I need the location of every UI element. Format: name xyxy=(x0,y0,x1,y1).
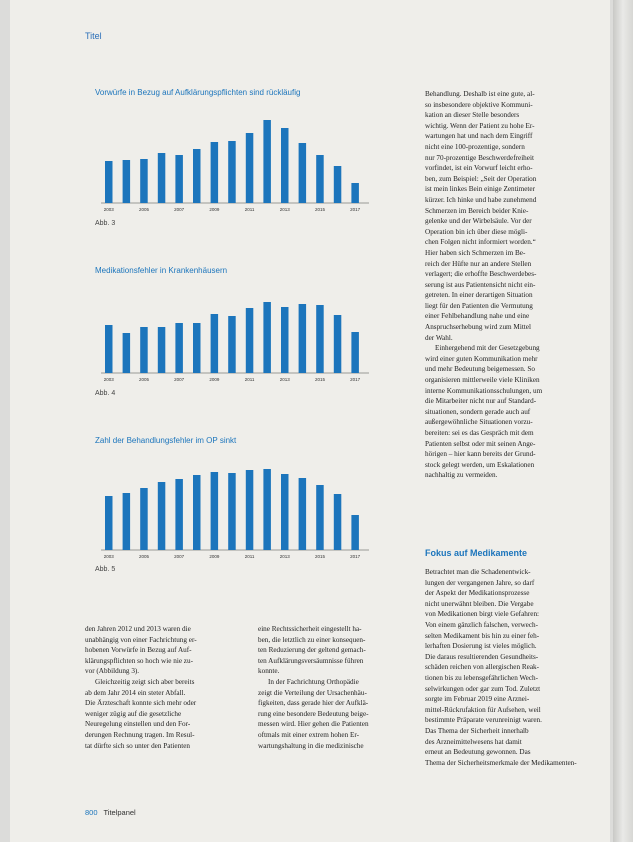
tick-label: 2009 xyxy=(209,207,220,212)
text-line: einer Fehlbehandlung nahe und eine xyxy=(425,312,530,321)
text-line: nachhaltig zu vermeiden. xyxy=(425,471,498,480)
text-line: nicht unerwähnt bleiben. Die Vergabe xyxy=(425,599,534,608)
bar-2009 xyxy=(211,472,219,550)
tick-label: 2011 xyxy=(244,207,255,212)
bar-2003 xyxy=(105,325,113,373)
bar-2015 xyxy=(316,155,324,203)
text-line: nur 70-prozentige Beschwerdefreiheit xyxy=(425,153,534,162)
text-line: stock gelegt werden, um Eskalationen xyxy=(425,460,535,469)
chart-3-caption: Abb. 5 xyxy=(95,566,116,573)
text-line: messen wird. Hier gehen die Patienten xyxy=(258,720,369,729)
text-line: weniger zügig auf die gesetzliche xyxy=(85,709,182,718)
bar-2012 xyxy=(263,469,271,550)
text-line: konnte. xyxy=(258,667,280,676)
text-line: unabhängig von einer Fachrichtung er- xyxy=(85,635,197,644)
bar-2014 xyxy=(299,478,307,550)
bar-2011 xyxy=(246,470,254,550)
chart-1 xyxy=(95,100,375,235)
text-line: wichtig. Wenn der Patient zu hohe Er- xyxy=(425,121,535,130)
text-line: die Mitarbeiter nicht nur auf Standard- xyxy=(425,397,537,406)
text-line: kation an dieser Stelle besonders xyxy=(425,111,520,120)
tick-label: 2005 xyxy=(138,207,149,212)
text-line: kürzer. Ich hinke und habe zunehmend xyxy=(425,195,537,204)
tick-label: 2013 xyxy=(279,207,290,212)
bar-2006 xyxy=(158,327,166,373)
bar-2016 xyxy=(334,494,342,550)
bar-2003 xyxy=(105,496,113,550)
tick-label: 2009 xyxy=(209,554,220,559)
bar-2010 xyxy=(228,316,236,373)
text-line: reich der Hüfte nur an andere Stellen xyxy=(425,259,532,268)
text-line: erneut an Bedeutung gewonnen. Das xyxy=(425,748,531,757)
text-line: wartungshaltung in die medizinische xyxy=(258,741,364,750)
bar-2010 xyxy=(228,141,236,203)
bar-2006 xyxy=(158,153,166,203)
bar-2011 xyxy=(246,133,254,203)
text-line: tat dürfte sich so unter den Patienten xyxy=(85,741,190,750)
text-line: hobenen Vorwürfe in Bezug auf Auf- xyxy=(85,646,192,655)
tick-label: 2007 xyxy=(174,207,185,212)
text-line: lungen der vergangenen Jahre, so darf xyxy=(425,578,535,587)
text-line: verlagert; die erhoffte Beschwerdebes- xyxy=(425,270,537,279)
text-line: von Medikationen birgt viele Gefahren: xyxy=(425,610,540,619)
text-line: sorgte im Februar 2019 eine Arznei- xyxy=(425,695,530,704)
text-line: Die daraus resultierenden Gesundheits- xyxy=(425,652,539,661)
tick-label: 2003 xyxy=(103,554,114,559)
middle-column xyxy=(258,624,416,751)
bar-2009 xyxy=(211,142,219,203)
right-column-top xyxy=(425,89,583,481)
section-heading-medikamente: Fokus auf Medikamente xyxy=(425,548,528,558)
bar-2009 xyxy=(211,314,219,373)
text-line: Die Ärzteschaft konnte sich mehr oder xyxy=(85,699,197,708)
text-line: und mehr Bedeutung beigemessen. So xyxy=(425,365,535,374)
text-line: rung eine besondere Bedeutung beige- xyxy=(258,709,369,718)
chart-1-caption: Abb. 3 xyxy=(95,220,116,227)
text-line: chen Folgen nicht informiert worden.“ xyxy=(425,238,536,247)
tick-label: 2013 xyxy=(279,554,290,559)
tick-label: 2003 xyxy=(103,207,114,212)
tick-label: 2011 xyxy=(244,377,255,382)
bar-2010 xyxy=(228,473,236,550)
chart-3-title: Zahl der Behandlungsfehler im OP sinkt xyxy=(95,436,237,445)
bar-2016 xyxy=(334,315,342,373)
text-line: ist mein linkes Bein einige Zentimeter xyxy=(425,185,535,194)
text-line: den Jahren 2012 und 2013 waren die xyxy=(85,625,191,633)
bar-2006 xyxy=(158,482,166,550)
text-line: ben, die letztlich zu einer konsequen- xyxy=(258,635,366,644)
text-line: situationen, sondern gerade auch auf xyxy=(425,407,531,416)
bar-2014 xyxy=(299,143,307,203)
text-line: In der Fachrichtung Orthopädie xyxy=(268,677,359,686)
text-line: Patienten selbst oder mit seinen Ange- xyxy=(425,439,536,448)
text-line: Neuregelung einstellen und den For- xyxy=(85,720,191,729)
text-line: ben, zum Beispiel: „Seit der Operation xyxy=(425,174,537,183)
left-column xyxy=(85,624,243,751)
text-line: schäden reichen von allergischen Reak- xyxy=(425,663,540,672)
bar-2012 xyxy=(263,302,271,373)
bar-2017 xyxy=(351,515,359,550)
text-line: ten Aufklärungsversäumnisse führen xyxy=(258,656,364,665)
bar-2007 xyxy=(175,155,183,203)
bar-2016 xyxy=(334,166,342,203)
text-line: der Wahl. xyxy=(425,333,453,342)
bar-2005 xyxy=(140,488,148,550)
right-column-bottom xyxy=(425,567,583,768)
text-line: figkeiten, dass gerade hier der Aufklä- xyxy=(258,699,369,708)
text-line: liegt für den Patienten die Vermutung xyxy=(425,301,533,310)
chart-2 xyxy=(95,270,375,405)
text-line: ab dem Jahr 2014 ein steter Abfall. xyxy=(85,688,186,697)
bar-2017 xyxy=(351,183,359,203)
section-label: Titel xyxy=(85,31,102,41)
text-line: wartungen hat und nach dem Eingriff xyxy=(425,132,533,141)
tick-label: 2003 xyxy=(103,377,114,382)
text-line: eine Rechtssicherheit eingestellt ha- xyxy=(258,625,362,633)
tick-label: 2015 xyxy=(314,554,325,559)
bar-2004 xyxy=(123,493,131,550)
page-edge xyxy=(613,0,633,842)
bar-2011 xyxy=(246,308,254,373)
text-line: Das Thema der Sicherheit innerhalb xyxy=(425,726,529,735)
text-line: ten Reduzierung der geltend gemach- xyxy=(258,646,366,655)
text-line: bereiten: sei es das Gespräch mit dem xyxy=(425,429,534,437)
tick-label: 2013 xyxy=(279,377,290,382)
text-line: Thema der Sicherheitsmerkmale der Medikamenten- xyxy=(425,758,577,767)
bar-2004 xyxy=(123,160,131,203)
text-line: getreten. In einer derartigen Situation xyxy=(425,291,533,300)
bar-2007 xyxy=(175,479,183,550)
text-line: Von einem gänzlich falschen, verwech- xyxy=(425,620,539,629)
text-line: des Arzneimittelwesens hat damit xyxy=(425,737,522,746)
bar-2007 xyxy=(175,323,183,373)
text-line: vor (Abbildung 3). xyxy=(85,667,140,676)
text-line: derungen Rechnung tragen. Im Resul- xyxy=(85,730,195,739)
text-line: tionen bis zu lebensgefährlichen Wech- xyxy=(425,673,539,682)
text-line: Anspruchserhebung wird zum Mittel xyxy=(425,323,531,332)
bar-2015 xyxy=(316,485,324,550)
tick-label: 2017 xyxy=(350,377,361,382)
bar-2013 xyxy=(281,307,289,373)
bar-2008 xyxy=(193,149,201,203)
text-line: zeigt die Verteilung der Ursachenhäu- xyxy=(258,688,367,697)
tick-label: 2009 xyxy=(209,377,220,382)
bar-2013 xyxy=(281,474,289,550)
text-line: oftmals mit einer extrem hohen Er- xyxy=(258,730,360,739)
text-line: mittel-Rückrufaktion für Aufsehen, weil xyxy=(425,705,541,714)
tick-label: 2007 xyxy=(174,554,185,559)
text-line: bestimmte Präparate verunreinigt waren. xyxy=(425,716,542,725)
text-line: lerhaften Dosierung ist vieles möglich. xyxy=(425,642,537,651)
text-line: Hier haben sich Schmerzen im Be- xyxy=(425,248,526,257)
chart-2-title: Medikationsfehler in Krankenhäusern xyxy=(95,266,228,275)
bar-2008 xyxy=(193,475,201,550)
bar-2005 xyxy=(140,159,148,203)
page-number: 800 xyxy=(85,808,98,817)
chart-2-caption: Abb. 4 xyxy=(95,390,116,397)
text-line: selwirkungen oder gar zum Tod. Zuletzt xyxy=(425,684,541,693)
bar-2008 xyxy=(193,323,201,373)
text-line: Operation bin ich über diese mögli- xyxy=(425,227,528,236)
chart-1-title: Vorwürfe in Bezug auf Aufklärungspflichten sind rückläufig xyxy=(95,88,301,97)
text-line: so insbesondere objektive Kommuni- xyxy=(425,100,533,109)
bar-2004 xyxy=(123,333,131,373)
text-line: der Aspekt der Medikationsprozesse xyxy=(425,589,530,598)
bar-2003 xyxy=(105,161,113,203)
text-line: klärungspflichten so hoch wie nie zu- xyxy=(85,656,193,665)
text-line: serung ist aus Patientensicht nicht ein- xyxy=(425,280,536,289)
bar-2014 xyxy=(299,304,307,373)
text-line: Schmerzen im Bereich beider Knie- xyxy=(425,206,529,215)
tick-label: 2005 xyxy=(138,554,149,559)
text-line: Einhergehend mit der Gesetzgebung xyxy=(435,344,540,353)
tick-label: 2017 xyxy=(350,554,361,559)
tick-label: 2005 xyxy=(138,377,149,382)
bar-2013 xyxy=(281,128,289,203)
text-line: selten Medikament bis hin zu einer feh- xyxy=(425,631,540,640)
bar-2015 xyxy=(316,305,324,373)
text-line: hörigen – hier kann bereits der Grund- xyxy=(425,450,536,459)
tick-label: 2015 xyxy=(314,207,325,212)
text-line: interne Kommunikationsschulungen, um xyxy=(425,386,543,395)
bar-2017 xyxy=(351,332,359,373)
text-line: außergewöhnliche Situationen vorzu- xyxy=(425,418,533,427)
tick-label: 2011 xyxy=(244,554,255,559)
tick-label: 2017 xyxy=(350,207,361,212)
tick-label: 2007 xyxy=(174,377,185,382)
text-line: Behandlung. Deshalb ist eine gute, al- xyxy=(425,90,535,98)
bar-2012 xyxy=(263,120,271,203)
text-line: organisieren mittlerweile viele Kliniken xyxy=(425,376,540,385)
page-footer xyxy=(85,808,136,817)
text-line: vorfindet, ist ein Vorwurf leicht erho- xyxy=(425,164,533,173)
journal-name: Titelpanel xyxy=(103,808,136,817)
text-line: nicht eine 100-prozentige, sondern xyxy=(425,142,525,151)
chart-3 xyxy=(95,447,375,582)
text-line: Betrachtet man die Schadenentwick- xyxy=(425,568,531,576)
text-line: Gleichzeitig zeigt sich aber bereits xyxy=(95,677,195,686)
text-line: gelenke und der Wirbelsäule. Vor der xyxy=(425,217,532,226)
bar-2005 xyxy=(140,327,148,373)
tick-label: 2015 xyxy=(314,377,325,382)
text-line: wird einer guten Kommunikation mehr xyxy=(425,354,538,363)
